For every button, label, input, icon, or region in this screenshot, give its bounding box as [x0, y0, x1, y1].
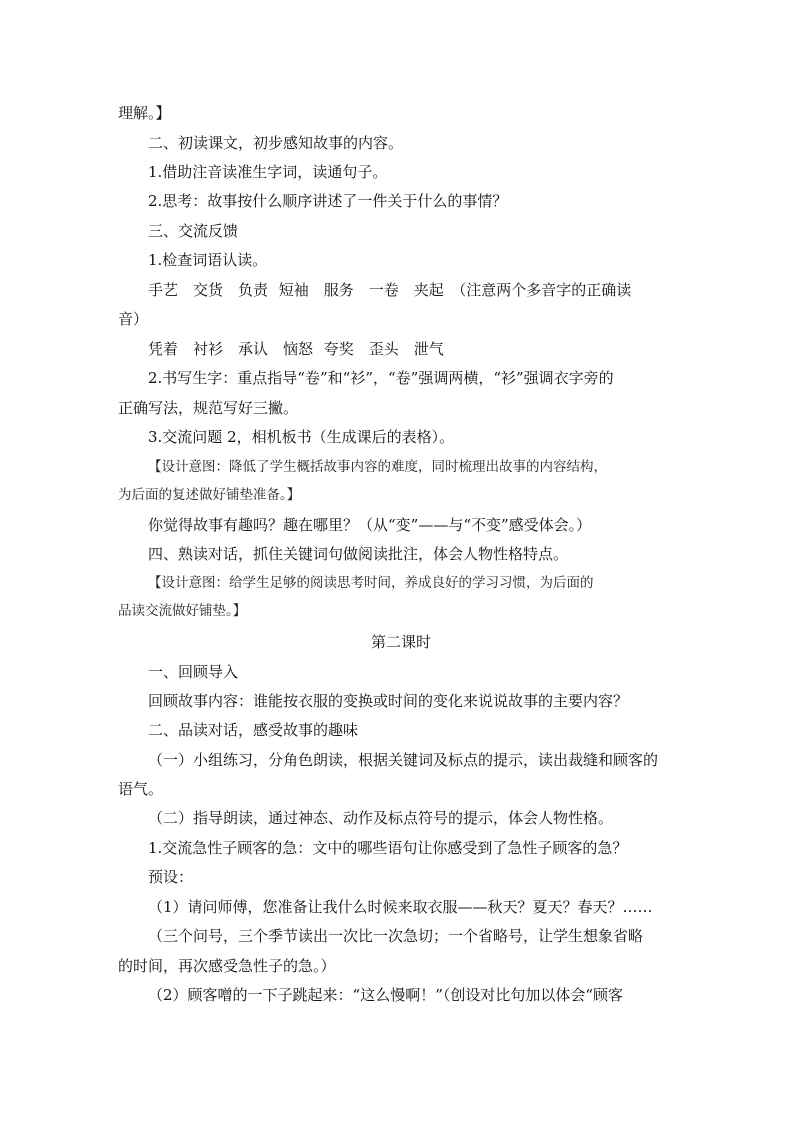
text-line: 2.书写生字：重点指导“卷”和“衫”，“卷”强调两横，“衫”强调衣字旁的 [148, 369, 614, 387]
text-line: 你觉得故事有趣吗？趣在哪里？（从“变”——与“不变”感受体会。） [148, 516, 592, 534]
text-line: （1）请问师傅，您准备让我什么时候来取衣服——秋天？夏天？春天？…… [148, 898, 653, 916]
text-line: 3.交流问题 2，相机板书（生成课后的表格）。 [148, 428, 455, 446]
text-line: 2.思考：故事按什么顺序讲述了一件关于什么的事情？ [148, 192, 508, 210]
vocab-line: 手艺 交货 负责 短袖 服务 一卷 夹起 （注意两个多音字的正确读 [148, 281, 632, 299]
text-line: 预设： [148, 868, 194, 886]
section-heading: 一、回顾导入 [148, 663, 239, 681]
vocab-line: 凭着 衬衫 承认 恼怒 夸奖 歪头 泄气 [148, 340, 444, 358]
section-heading: 四、熟读对话，抓住关键词句做阅读批注，体会人物性格特点。 [148, 545, 569, 563]
section-heading: 三、交流反馈 [148, 222, 239, 240]
text-line: （三个问号，三个季节读出一次比一次急切；一个省略号，让学生想象省略 [148, 927, 644, 945]
text-line: （一）小组练习，分角色朗读，根据关键词及标点的提示，读出裁缝和顾客的 [148, 751, 659, 769]
design-note: 【设计意图：给学生足够的阅读思考时间，养成良好的学习习惯，为后面的 [148, 575, 594, 591]
text-line: 的时间，再次感受急性子的急。） [118, 957, 336, 975]
text-line: 音） [118, 310, 149, 328]
section-heading: 二、初读课文，初步感知故事的内容。 [148, 134, 404, 152]
design-note: 品读交流做好铺垫。】 [118, 603, 247, 619]
text-line: 1.借助注音读准生字词，读通句子。 [148, 163, 388, 181]
lesson-title: 第二课时 [370, 633, 431, 651]
design-note: 【设计意图：降低了学生概括故事内容的难度，同时梳理出故事的内容结构， [148, 459, 607, 475]
text-line: 理解。】 [118, 104, 171, 122]
text-line: 语气。 [118, 780, 164, 798]
text-line: 正确写法，规范写好三撇。 [118, 399, 299, 417]
text-line: （2）顾客噌的一下子跳起来：“这么慢啊！”（创设对比句加以体会“顾客 [148, 986, 624, 1004]
text-line: 1.检查词语认读。 [148, 251, 268, 269]
text-line: 1.交流急性子顾客的急：文中的哪些语句让你感受到了急性子顾客的急？ [148, 839, 628, 857]
section-heading: 二、品读对话，感受故事的趣味 [148, 721, 359, 739]
text-line: 回顾故事内容：谁能按衣服的变换或时间的变化来说说故事的主要内容？ [148, 692, 629, 710]
design-note: 为后面的复述做好铺垫准备。】 [118, 487, 301, 503]
text-line: （二）指导朗读，通过神态、动作及标点符号的提示，体会人物性格。 [148, 809, 614, 827]
